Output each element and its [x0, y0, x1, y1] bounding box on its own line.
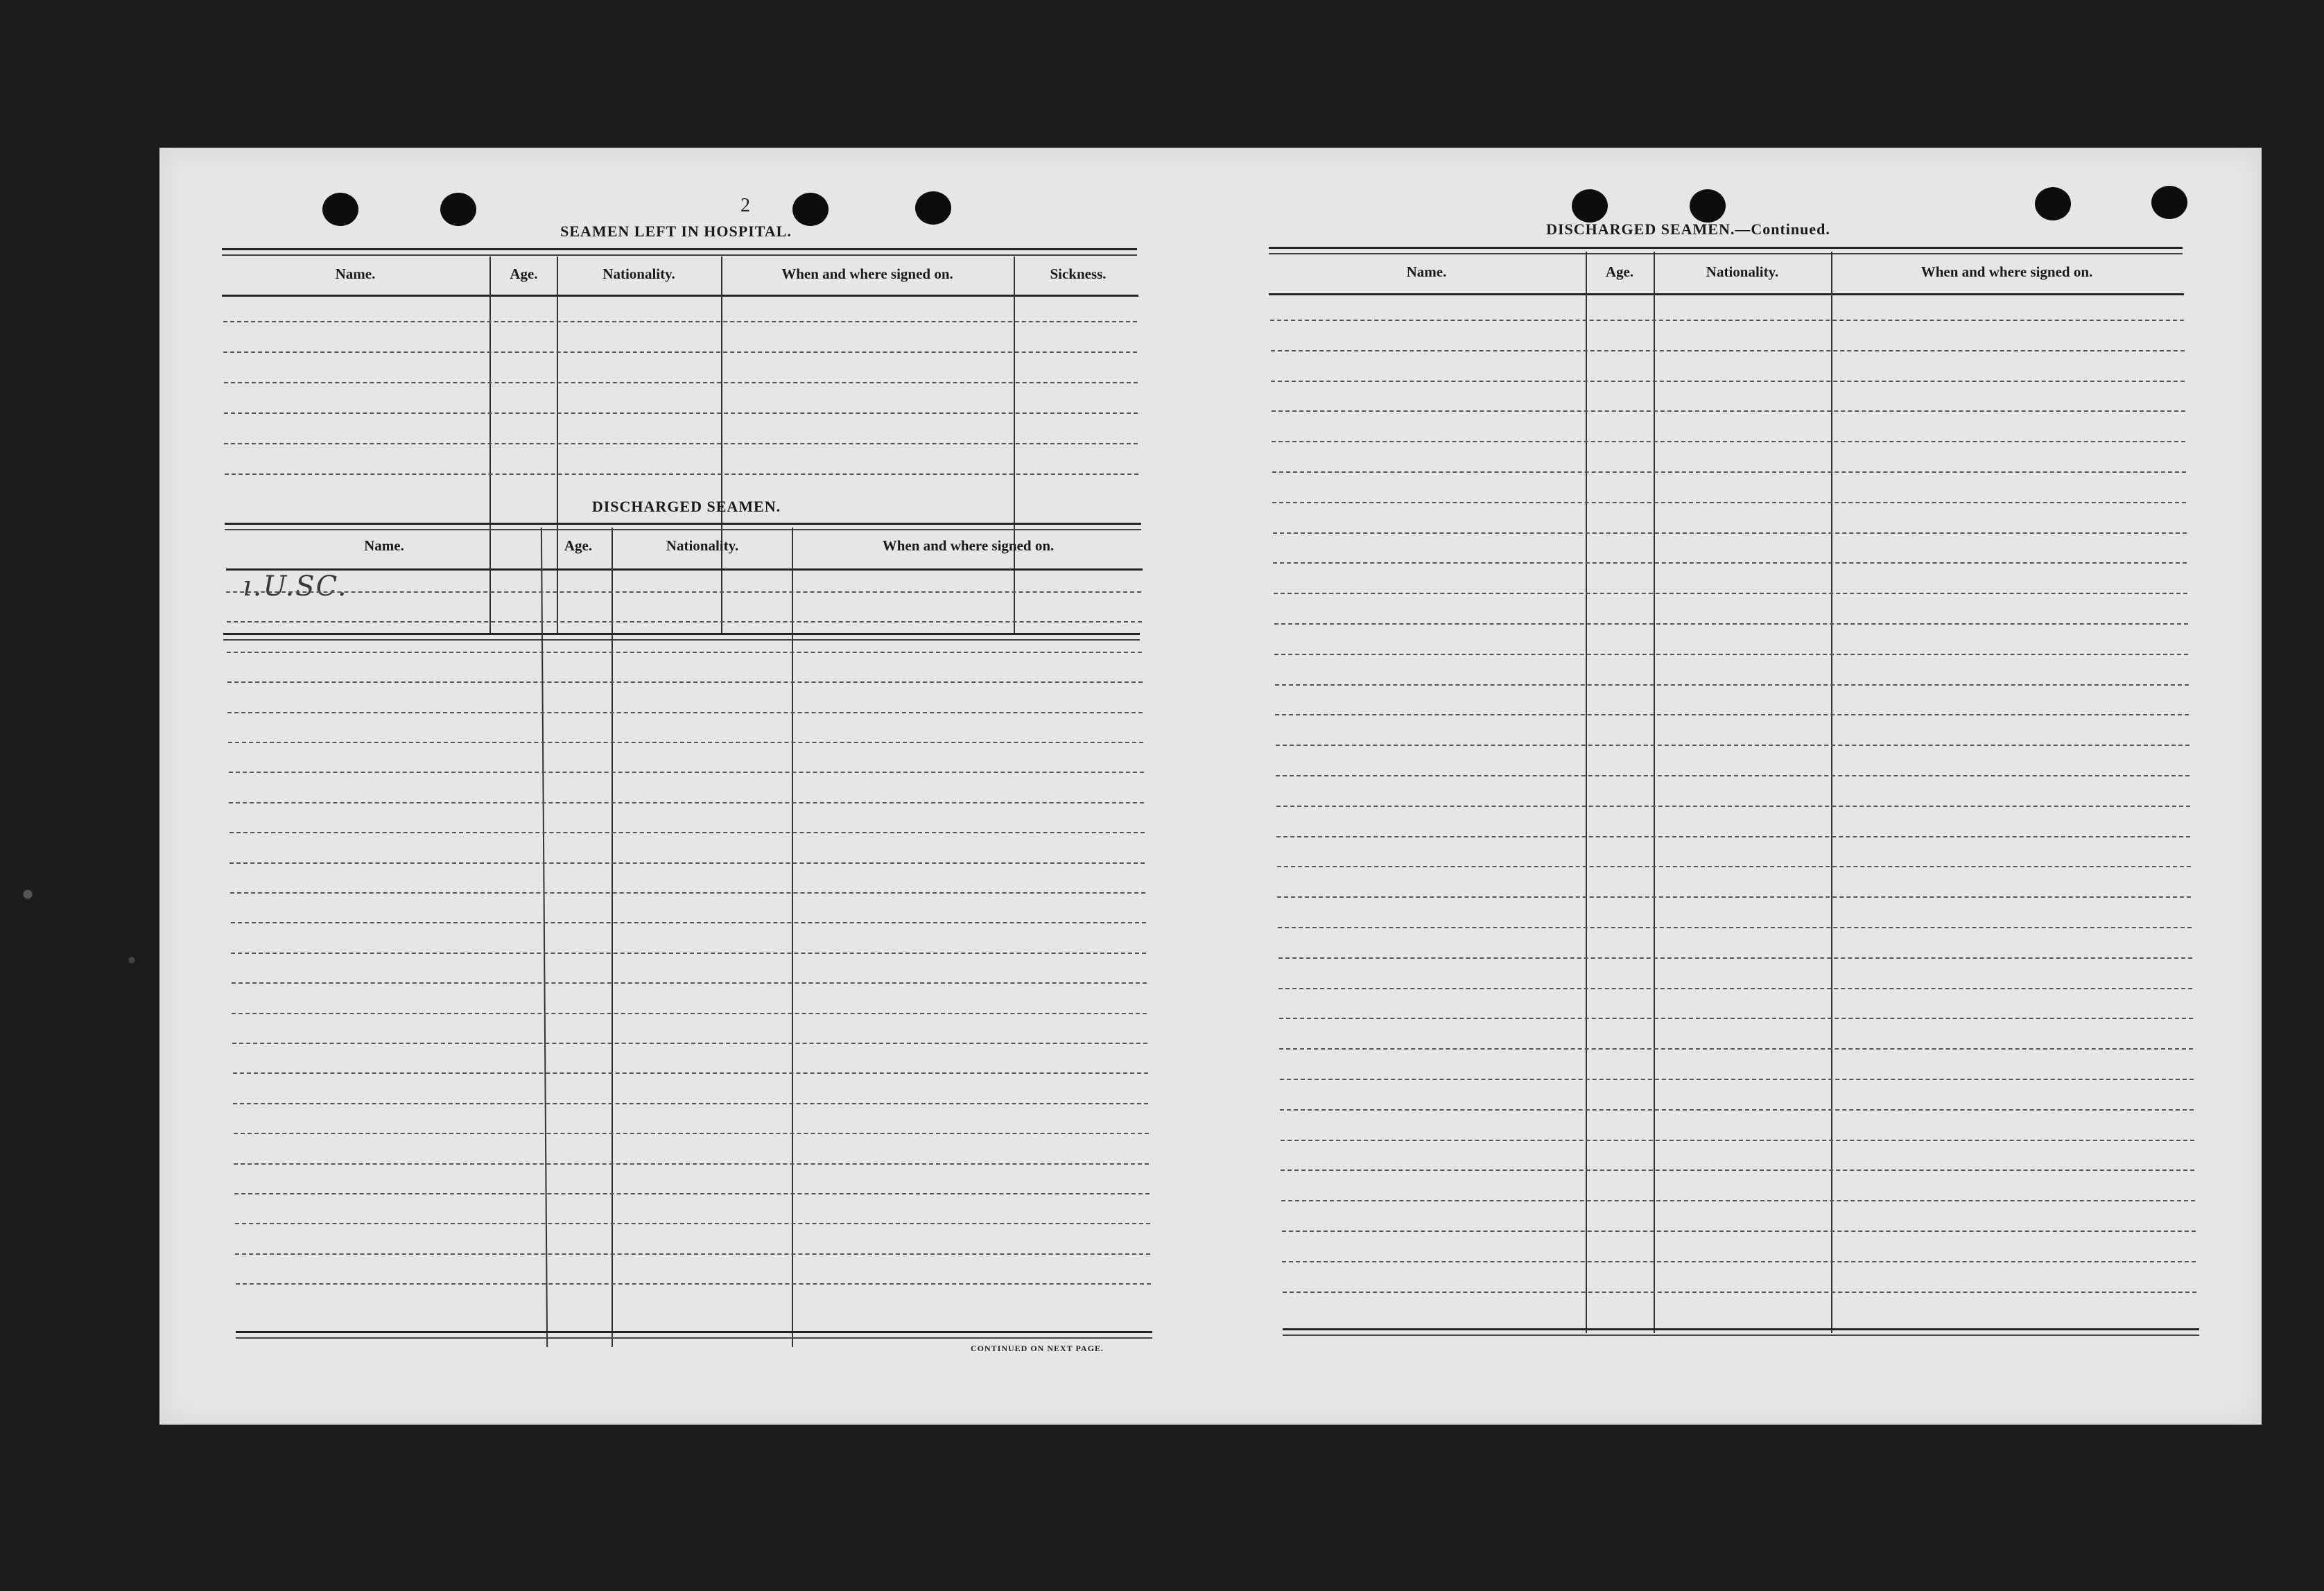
right-table-bottom-rule [1283, 1328, 2199, 1336]
ruled-line [1272, 410, 2185, 412]
ruled-line [1275, 684, 2189, 686]
punch-hole [1690, 189, 1726, 223]
ruled-line [227, 712, 1143, 713]
right-col-nationality: Nationality. [1706, 263, 1779, 280]
hospital-col-nationality: Nationality. [602, 266, 675, 282]
ruled-line [229, 862, 1145, 864]
right-header-rule [1269, 293, 2184, 295]
hospital-col-signed-on: When and where signed on. [781, 266, 953, 282]
ruled-line [1276, 745, 2189, 746]
ruled-line [1270, 320, 2184, 321]
ruled-line [1271, 350, 2185, 351]
ruled-line [1277, 896, 2191, 898]
ruled-line [1283, 1292, 2196, 1293]
hospital-header-rule [222, 295, 1138, 297]
discharged-table-top-rule [225, 523, 1141, 530]
ruled-line [230, 892, 1145, 894]
ruled-line [233, 1103, 1148, 1104]
ruled-line [1273, 532, 2187, 534]
ruled-line [227, 621, 1142, 623]
ruled-line [1274, 593, 2187, 594]
ruled-line [229, 832, 1145, 833]
ruled-line [227, 652, 1142, 653]
hospital-col-sickness: Sickness. [1050, 266, 1107, 282]
ruled-line [224, 443, 1138, 444]
ruled-line [1280, 1109, 2194, 1111]
ruled-line [1274, 623, 2188, 625]
ruled-line [1281, 1170, 2194, 1171]
ruled-line [231, 922, 1146, 923]
punch-hole [2035, 187, 2071, 220]
punch-hole [440, 193, 476, 226]
page-number: 2 [740, 195, 750, 216]
ruled-line [1279, 1018, 2193, 1019]
ruled-line [1272, 502, 2186, 503]
ruled-line [229, 802, 1144, 803]
ruled-line [234, 1133, 1149, 1134]
ruled-line [1281, 1140, 2194, 1141]
ruled-line [1280, 1079, 2194, 1080]
ruled-line [235, 1223, 1150, 1224]
ruled-line [1273, 562, 2187, 564]
ruled-line [233, 1072, 1148, 1074]
ruled-line [226, 591, 1141, 593]
ruled-line [1276, 775, 2189, 776]
hospital-table-bottom-rule [223, 633, 1140, 641]
handwritten-entry: ı.U.SC. [243, 571, 348, 602]
ruled-line [1278, 927, 2192, 928]
hospital-col-divider [557, 257, 558, 634]
hospital-col-age: Age. [510, 266, 538, 282]
ruled-line [1275, 714, 2189, 715]
ruled-line [224, 412, 1138, 414]
right-col-age: Age. [1605, 263, 1634, 280]
ruled-line [1281, 1200, 2195, 1201]
ruled-line [231, 953, 1146, 954]
punch-hole [1572, 189, 1608, 223]
ruled-line [1278, 988, 2192, 989]
punch-hole [322, 193, 358, 226]
ruled-line [223, 321, 1137, 322]
hospital-col-divider [721, 257, 722, 634]
hospital-table-top-rule [222, 248, 1137, 256]
ruled-line [225, 473, 1138, 475]
ruled-line [1271, 381, 2185, 382]
ruled-line [232, 1043, 1147, 1044]
ruled-line [234, 1163, 1149, 1165]
ledger-sheet [159, 148, 2262, 1425]
discharged-section-title: DISCHARGED SEAMEN. [591, 498, 781, 515]
ruled-line [229, 772, 1144, 773]
hospital-col-name: Name. [335, 266, 376, 282]
right-col-name: Name. [1406, 263, 1447, 280]
discharged-header-rule [226, 568, 1143, 571]
ruled-line [234, 1193, 1150, 1194]
ruled-line [1279, 1048, 2193, 1050]
ruled-line [227, 681, 1143, 683]
right-table-top-rule [1269, 247, 2183, 254]
ruled-line [224, 382, 1138, 383]
ruled-line [232, 982, 1147, 984]
ruled-line [1282, 1261, 2196, 1262]
hospital-col-divider [489, 257, 491, 634]
discharged-continued-title: DISCHARGED SEAMEN.—Continued. [1546, 220, 1830, 238]
ruled-line [235, 1253, 1150, 1255]
discharged-col-name: Name. [364, 537, 404, 554]
punch-hole [915, 191, 951, 225]
ruled-line [236, 1283, 1151, 1285]
ruled-line [1272, 471, 2186, 473]
discharged-table-bottom-rule [236, 1331, 1152, 1339]
ruled-line [1277, 866, 2191, 867]
discharged-col-age: Age. [564, 537, 593, 554]
right-col-signed-on: When and where signed on. [1920, 263, 2093, 280]
continued-note: CONTINUED ON NEXT PAGE. [971, 1344, 1104, 1353]
ruled-line [1276, 806, 2190, 807]
discharged-col-signed-on: When and where signed on. [882, 537, 1055, 554]
ruled-line [1278, 957, 2192, 959]
ruled-line [228, 742, 1143, 743]
ruled-line [1276, 836, 2190, 837]
hospital-section-title: SEAMEN LEFT IN HOSPITAL. [560, 223, 792, 240]
ruled-line [223, 351, 1137, 353]
ruled-line [1282, 1231, 2196, 1232]
ruled-line [232, 1013, 1147, 1014]
ruled-line [1274, 654, 2188, 655]
ruled-line [1272, 441, 2185, 442]
discharged-col-nationality: Nationality. [666, 537, 739, 554]
hospital-col-divider [1014, 257, 1015, 634]
punch-hole [2151, 186, 2187, 219]
